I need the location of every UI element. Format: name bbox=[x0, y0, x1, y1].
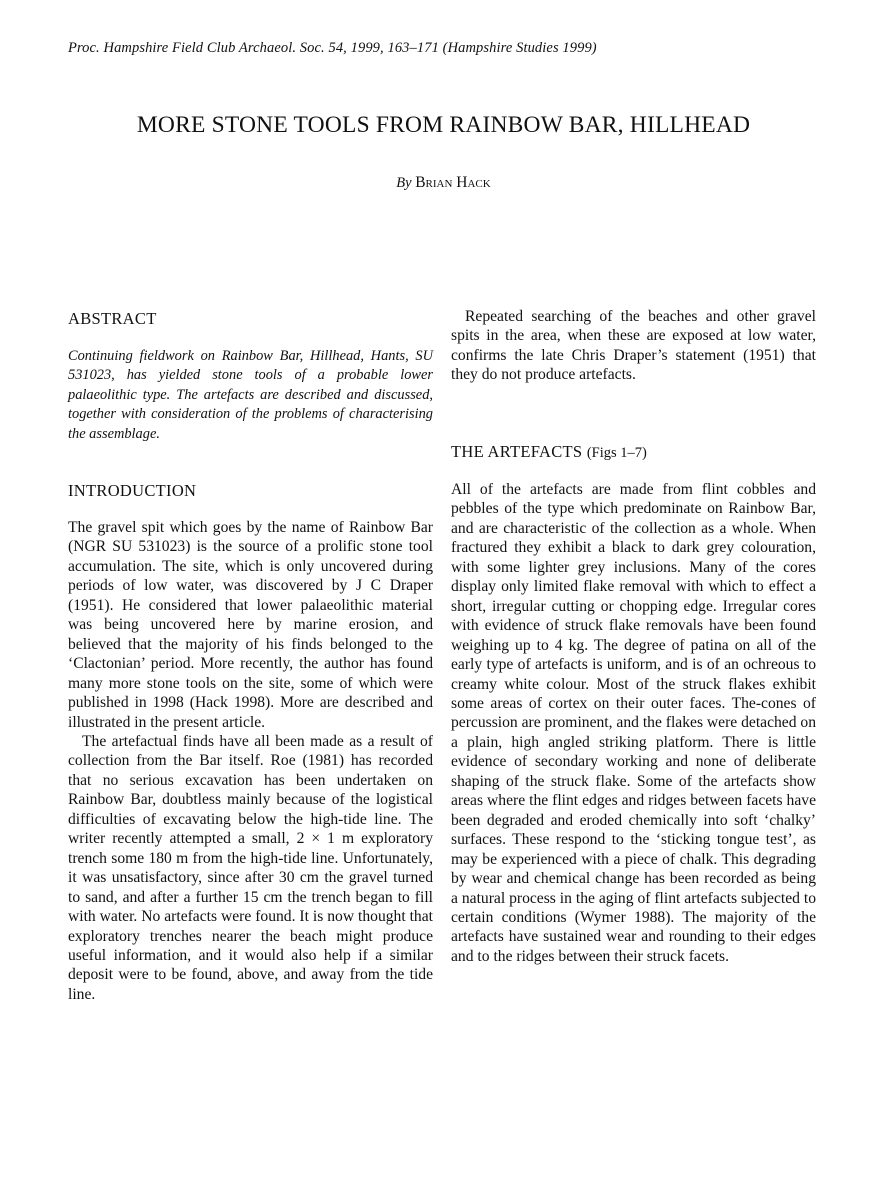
running-head: Proc. Hampshire Field Club Archaeol. Soc. 54, 1999, 163–171 (Hampshire Studies 1999) bbox=[68, 40, 597, 56]
artefacts-heading-label: THE ARTEFACTS bbox=[451, 442, 583, 461]
artefacts-heading bbox=[451, 442, 647, 462]
artefacts-paragraph-1: All of the artefacts are made from flint cobbles and pebbles of the type which predominate on Rainbow Bar, and are characteristic of the collection as a whole. When fractured they exhibit a black to dark grey colouration, with some lighter grey inclusions. Many of the cores display only limited flake removal with which to effect a short, irregular cutting or chopping edge. Irregular cores with evidence of struck flake removals have been found weighing up to 4 kg. The degree of patina on all of the early type of artefacts is uniform, and is of an ochreous to creamy white colour. Most of the struck flakes exhibit some areas of cortex on their outer faces. The-cones of percussion are prominent, and the flakes were detached on a plain, high angled striking platform. There is little evidence of secondary working and none of deliberate shaping of the struck flake. Some of the artefacts show areas where the flint edges and ridges between facets have been degraded and eroded chemically into soft ‘chalky’ surfaces. These respond to the ‘sticking tongue test’, as may be experienced with a piece of chalk. This degrading by wear and chemical change has been recorded as being a natural process in the aging of flint artefacts subjected to certain conditions (Wymer 1988). The majority of the artefacts have sustained wear and rounding to their edges and to the ridges between their struck facets. bbox=[451, 481, 817, 965]
byline-by: By bbox=[396, 175, 412, 191]
abstract-paragraph: Continuing fieldwork on Rainbow Bar, Hillhead, Hants, SU 531023, has yielded stone tools of a probable lower palaeolithic type. The artefacts are described and discussed, together with consideration of the problems of characterising the assemblage. bbox=[68, 348, 433, 442]
abstract-text bbox=[68, 347, 433, 444]
right-intro-text bbox=[451, 307, 816, 385]
abstract-heading: ABSTRACT bbox=[68, 309, 157, 328]
introduction-heading: INTRODUCTION bbox=[68, 481, 197, 500]
artefacts-figs-ref: (Figs 1–7) bbox=[586, 445, 647, 461]
artefacts-text bbox=[451, 480, 816, 966]
introduction-text bbox=[68, 518, 433, 1004]
article-title: MORE STONE TOOLS FROM RAINBOW BAR, HILLHEAD bbox=[136, 112, 751, 138]
introduction-paragraph-2: The artefactual finds have all been made as a result of collection from the Bar itself. Roe (1981) has recorded that no serious excavation has been undertaken on Rainbow Bar, doubtless mainly because of the logistical difficulties of excavating below the high-tide line. The writer recently attempted a small, 2 × 1 m exploratory trench some 180 m from the high-tide line. Unfortunately, it was unsatisfactory, since after 30 cm the gravel turned to sand, and after a further 15 cm the trench began to fill with water. No artefacts were found. It is now thought that exploratory trenches nearer the beach might produce useful information, and it would also help if a similar deposit were to be found, above, and away from the tide line. bbox=[68, 732, 433, 1003]
author-name: Brian Hack bbox=[415, 174, 491, 191]
right-intro-paragraph: Repeated searching of the beaches and other gravel spits in the area, when these are exposed at low water, confirms the late Chris Draper’s statement (1951) that they do not produce artefacts. bbox=[451, 308, 816, 384]
byline bbox=[0, 174, 887, 192]
introduction-paragraph-1: The gravel spit which goes by the name of Rainbow Bar (NGR SU 531023) is the source of a prolific stone tool accumulation. The site, which is only uncovered during periods of low water, was discovered by J C Draper (1951). He considered that lower palaeolithic material was being uncovered here by marine erosion, and believed that the majority of his finds belonged to the ‘Clactonian’ period. More recently, the author has found many more stone tools on the site, some of which were published in 1998 (Hack 1998). More are described and illustrated in the present article. bbox=[68, 519, 433, 731]
